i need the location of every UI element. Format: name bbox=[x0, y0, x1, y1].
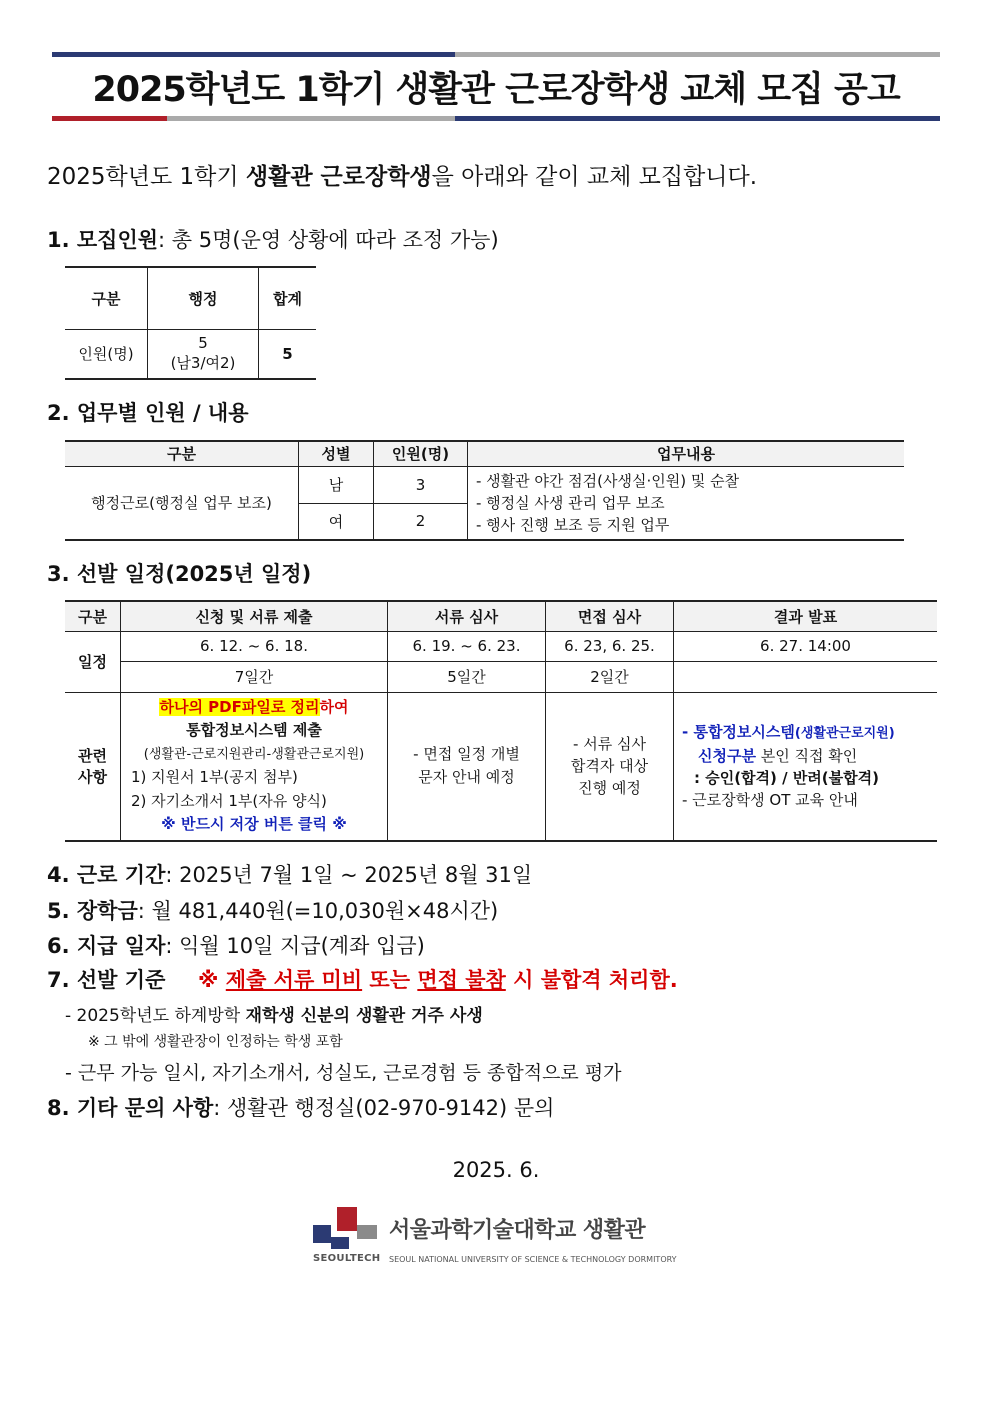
t3-doc-review-line: - 면접 일정 개별 bbox=[413, 745, 520, 764]
criteria-1-bold: 재학생 신분의 생활관 거주 사생 bbox=[245, 1006, 483, 1026]
recruit-table bbox=[65, 266, 316, 380]
title-bar-top-navy bbox=[52, 52, 455, 57]
section-8 bbox=[47, 1092, 554, 1122]
t2-gender: 남 bbox=[299, 466, 374, 503]
duty-table bbox=[65, 440, 904, 541]
t3-apply-highlight-post: 하여 bbox=[319, 697, 349, 716]
section-5 bbox=[47, 895, 498, 925]
title-bar-bottom-gray bbox=[167, 116, 455, 121]
t1-row-label: 인원(명) bbox=[65, 329, 148, 379]
section-3 bbox=[47, 558, 311, 588]
t3-apply-line: 통합정보시스템 제출 bbox=[186, 721, 322, 740]
t1-admin-cell bbox=[148, 329, 259, 379]
t3-result-status: : 승인(합격) / 반려(불합격) bbox=[694, 769, 879, 788]
t3-apply-cell bbox=[121, 692, 388, 841]
t2-header: 구분 bbox=[65, 441, 299, 466]
criteria-1 bbox=[65, 1001, 483, 1026]
section-7-warning bbox=[198, 968, 678, 992]
intro-bold: 생활관 근로장학생 bbox=[245, 164, 432, 190]
intro-text bbox=[47, 158, 757, 191]
criteria-2: - 근무 가능 일시, 자기소개서, 성실도, 근로경험 등 종합적으로 평가 bbox=[65, 1062, 622, 1084]
t3-result-cell bbox=[674, 692, 938, 841]
t1-header: 행정 bbox=[148, 267, 259, 329]
t3-header: 신청 및 서류 제출 bbox=[121, 601, 388, 631]
t3-duration: 5일간 bbox=[388, 661, 546, 692]
logo-short: SEOULTECH bbox=[313, 1253, 381, 1264]
t2-header: 업무내용 bbox=[468, 441, 905, 466]
page-title: 2025학년도 1학기 생활관 근로장학생 교체 모집 공고 bbox=[92, 70, 900, 110]
t3-header: 결과 발표 bbox=[674, 601, 938, 631]
t1-header: 합계 bbox=[259, 267, 317, 329]
intro-pre: 2025학년도 1학기 bbox=[47, 164, 246, 190]
t3-header: 서류 심사 bbox=[388, 601, 546, 631]
section-6 bbox=[47, 930, 425, 960]
t3-apply-line: 2) 자기소개서 1부(자유 양식) bbox=[131, 791, 327, 810]
t1-admin-value: 5 bbox=[198, 334, 208, 353]
warn-pre: ※ bbox=[198, 968, 226, 992]
t3-duration: 2일간 bbox=[546, 661, 674, 692]
section-4 bbox=[47, 859, 532, 889]
criteria-note: ※ 그 밖에 생활관장이 인정하는 학생 포함 bbox=[88, 1034, 343, 1050]
t3-apply-save-note: ※ 반드시 저장 버튼 클릭 ※ bbox=[161, 815, 347, 834]
section-6-label: 6. 지급 일자 bbox=[47, 934, 166, 958]
warn-mid: 또는 bbox=[362, 968, 418, 992]
section-5-label: 5. 장학금 bbox=[47, 899, 138, 923]
t3-result-line: 본인 직접 확인 bbox=[755, 747, 858, 766]
logo-name: 서울과학기술대학교 생활관 bbox=[389, 1218, 646, 1243]
t3-interview-cell bbox=[546, 692, 674, 841]
t3-related-label-2: 사항 bbox=[78, 768, 107, 787]
t3-result-line: - 근로장학생 OT 교육 안내 bbox=[682, 791, 858, 810]
section-6-text: : 익월 10일 지급(계좌 입금) bbox=[165, 934, 425, 958]
section-3-label: 3. 선발 일정(2025년 일정) bbox=[47, 562, 312, 586]
section-4-label: 4. 근로 기간 bbox=[47, 863, 166, 887]
t3-doc-review-line: 문자 안내 예정 bbox=[418, 768, 515, 787]
t1-header: 구분 bbox=[65, 267, 148, 329]
intro-post: 을 아래와 같이 교체 모집합니다. bbox=[431, 164, 758, 190]
title-bar-top-gray bbox=[455, 52, 940, 57]
t3-doc-review-cell bbox=[388, 692, 546, 841]
section-8-text: : 생활관 행정실(02-970-9142) 문의 bbox=[213, 1096, 555, 1120]
t3-interview-line: 합격자 대상 bbox=[570, 757, 649, 776]
t3-date: 6. 19. ~ 6. 23. bbox=[388, 631, 546, 661]
t3-header: 면접 심사 bbox=[546, 601, 674, 631]
t1-total: 5 bbox=[259, 329, 317, 379]
t3-related-label bbox=[65, 692, 121, 841]
t2-category: 행정근로(행정실 업무 보조) bbox=[65, 466, 299, 540]
t2-header: 성별 bbox=[299, 441, 374, 466]
t3-result-apply-type: 신청구분 bbox=[698, 747, 756, 766]
section-4-text: : 2025년 7월 1일 ~ 2025년 8월 31일 bbox=[165, 863, 533, 887]
t3-date: 6. 12. ~ 6. 18. bbox=[121, 631, 388, 661]
schedule-table bbox=[65, 600, 937, 842]
t3-apply-line: (생활관-근로지원관리-생활관근로지원) bbox=[143, 746, 365, 762]
section-1-label: 1. 모집인원 bbox=[47, 228, 159, 252]
section-1-text: : 총 5명(운영 상황에 따라 조정 가능) bbox=[158, 228, 499, 252]
t3-date: 6. 23, 6. 25. bbox=[546, 631, 674, 661]
criteria-1-pre: - 2025학년도 하계방학 bbox=[65, 1006, 246, 1026]
t3-schedule-label: 일정 bbox=[65, 631, 121, 692]
t2-duty-item: - 행정실 사생 관리 업무 보조 bbox=[476, 493, 665, 512]
section-7-label: 7. 선발 기준 bbox=[47, 968, 166, 992]
section-1 bbox=[47, 224, 499, 254]
section-5-text: : 월 481,440원(=10,030원×48시간) bbox=[137, 899, 499, 923]
t2-gender: 여 bbox=[299, 503, 374, 540]
logo-eng: SEOUL NATIONAL UNIVERSITY OF SCIENCE & TECHNOLOGY DORMITORY bbox=[389, 1255, 677, 1264]
t3-related-label-1: 관련 bbox=[78, 747, 107, 766]
announcement-date: 2025. 6. bbox=[452, 1158, 540, 1182]
t3-header: 구분 bbox=[65, 601, 121, 631]
t2-header: 인원(명) bbox=[374, 441, 468, 466]
t3-result-line: - 통합정보시스템 bbox=[682, 723, 795, 742]
t3-duration-empty bbox=[674, 661, 938, 692]
section-7 bbox=[47, 964, 678, 994]
t2-duty-item: - 행사 진행 보조 등 지원 업무 bbox=[476, 515, 670, 534]
t3-date: 6. 27. 14:00 bbox=[674, 631, 938, 661]
t3-result-line-sub: (생활관근로지원) bbox=[794, 726, 895, 742]
t2-duty-item: - 생활관 야간 점검(사생실·인원) 및 순찰 bbox=[476, 471, 740, 490]
t3-apply-line: 1) 지원서 1부(공지 첨부) bbox=[131, 768, 298, 787]
t1-admin-detail: (남3/여2) bbox=[170, 354, 236, 373]
t3-interview-line: 진행 예정 bbox=[578, 779, 641, 798]
t3-duration: 7일간 bbox=[121, 661, 388, 692]
seoultech-logo bbox=[313, 1207, 693, 1269]
t2-count: 2 bbox=[374, 503, 468, 540]
warn-no-interview: 면접 불참 bbox=[417, 968, 506, 992]
t3-apply-highlight: 하나의 PDF파일로 정리 bbox=[159, 697, 320, 716]
section-2-label: 2. 업무별 인원 / 내용 bbox=[47, 401, 249, 425]
section-8-label: 8. 기타 문의 사항 bbox=[47, 1096, 214, 1120]
title-bar-bottom-red bbox=[52, 116, 167, 121]
warn-missing-docs: 제출 서류 미비 bbox=[225, 968, 363, 992]
warn-post: 시 불합격 처리함. bbox=[505, 968, 678, 992]
seoultech-emblem-icon bbox=[313, 1207, 377, 1255]
t2-count: 3 bbox=[374, 466, 468, 503]
t3-interview-line: - 서류 심사 bbox=[573, 735, 646, 754]
section-2 bbox=[47, 397, 249, 427]
title-bar-bottom-navy bbox=[455, 116, 940, 121]
t2-duties bbox=[468, 466, 905, 540]
